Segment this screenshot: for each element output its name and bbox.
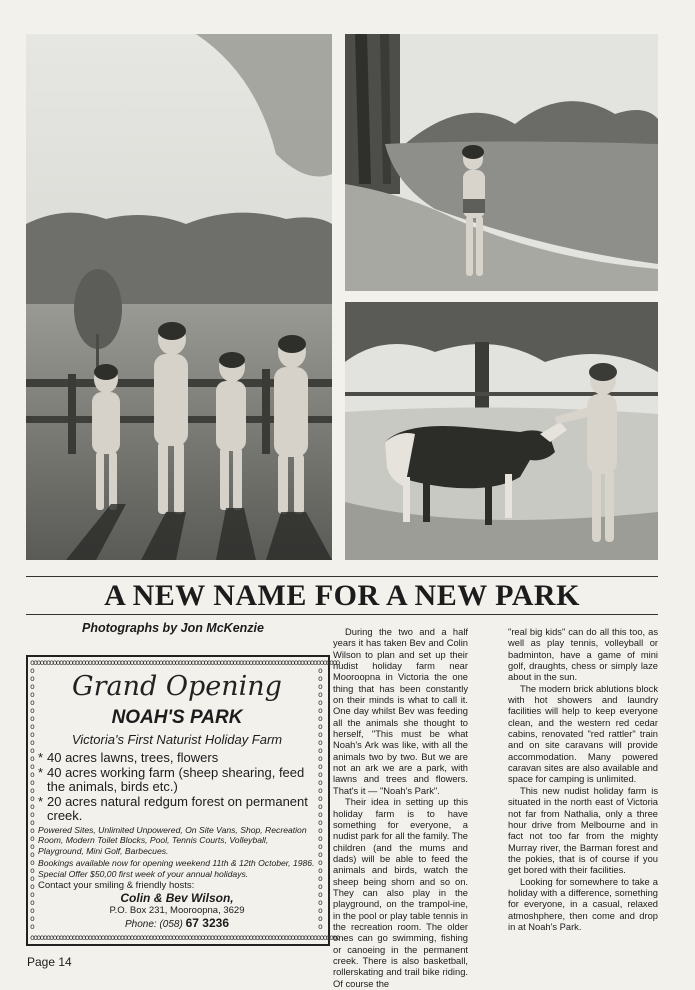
feature-item: * 40 acres working farm (sheep shearing, feed the animals, birds etc.) [38, 764, 305, 794]
headline: A NEW NAME FOR A NEW PARK [104, 579, 580, 612]
article-paragraph: "real big kids" can do all this too, as well as play tennis, volleyball or badminton, have a game of mini golf, draughts, chess or simply laze about in the sun. [508, 627, 658, 683]
phone-number: 67 3236 [185, 916, 229, 931]
child-with-calf-photo [345, 302, 658, 560]
advertisement-content [38, 667, 316, 934]
article-paragraph: This new nudist holiday farm is situated in the north east of Victoria not far from Nathalia, only a three hour drive from Melbourne and in fact not too far from the mighty Murray river, the Barman forest and the pokies, that is of course if you get bored with their facilities. [508, 785, 658, 876]
feature-list [38, 751, 316, 824]
child-at-lake-photo [345, 34, 658, 291]
star-bullet-icon: * [38, 793, 44, 809]
bookings-text: Bookings available now for opening weekend 11th & 12th October, 1986. Special Offer $50,00 first week of your annual holidays. [38, 858, 315, 879]
grand-opening-heading: Grand Opening [72, 671, 282, 702]
feature-item: * 40 acres lawns, trees, flowers [38, 750, 219, 765]
article-paragraph: Their idea in setting up this holiday farm is to have something for everyone, a nudist park for all the family. The children (and the mums and dads) will be able to feed the animals and birds, watch the sheep being shorn and so on. They can also play in the playground, on the trampol-ine, in the pool or play table tennis in the recreation room. The older ones can go swimming, fishing or canoeing in the permanent creek. There is also basketball, rollerskating and trail bike riding. Of course the [333, 797, 468, 989]
contact-text: Contact your smiling & friendly hosts: [38, 880, 195, 892]
phone-line [38, 917, 316, 931]
advertisement-box [26, 655, 339, 946]
article-paragraph: Looking for somewhere to take a holiday with a difference, something for everyone, in a casual, relaxed atmoshphere, then come and drop in at Noah's Park. [508, 876, 658, 932]
article-paragraph: During the two and a half years it has taken Bev and Colin Wilson to plan and set up their nudist holiday farm near Mooroopna in Victoria the one thing that has been constantly on their minds is what to call it. One day whilst Bev was feeding all the animals she thought to herself, "This must be what Noah's Ark was like, with all the animals two by two. But we are not an ark we are a park, with lawns and trees and flowers. That's it — "Noah's Park". [333, 627, 468, 796]
host-names: Colin & Bev Wilson, [120, 891, 234, 906]
chain-border-right: ooooooooooooooooooooooooooooooooo [318, 666, 323, 931]
chain-border-left: ooooooooooooooooooooooooooooooooo [30, 666, 35, 931]
feature-item: * 20 acres natural redgum forest on permanent creek. [38, 793, 308, 823]
star-bullet-icon: * [38, 750, 44, 765]
headline-rule-bottom [26, 614, 658, 615]
article-column-2 [333, 627, 468, 990]
headline-rule-top [26, 576, 658, 577]
park-name: NOAH'S PARK [111, 707, 243, 728]
article-paragraph: The modern brick ablutions block with hot showers and laundry facilities will help to keep everyone clean, and the western red cedar cabins, renovated "red rattler" train and on site caravans will provide accommodation. Many powered caravan sites are also available and space for camping is unlimited. [508, 683, 658, 785]
children-at-fence-photo [26, 34, 332, 560]
phone-prefix: Phone: (058) [125, 919, 183, 931]
photo-credit: Photographs by Jon McKenzie [82, 621, 264, 635]
page-number: Page 14 [27, 955, 72, 969]
chain-border-top: oooooooooooooooooooooooooooooooooooooooooooooooooooooooooooooooooooooooooooooooooooooooooooooooo [30, 658, 339, 667]
chain-border-bottom: oooooooooooooooooooooooooooooooooooooooooooooooooooooooooooooooooooooooooooooooooooooooooooooooo [30, 933, 339, 942]
postal-address: P.O. Box 231, Mooroopna, 3629 [109, 905, 245, 917]
star-bullet-icon: * [38, 764, 44, 780]
article-column-3 [508, 627, 658, 933]
amenities-text: Powered Sites, Unlimited Unpowered, On Site Vans, Shop, Recreation Room, Modern Toilet Blocks, Pool, Tennis Courts, Volleyball, Playground, Mini Golf, Barbecues. [38, 824, 307, 856]
park-tagline: Victoria's First Naturist Holiday Farm [71, 732, 283, 747]
